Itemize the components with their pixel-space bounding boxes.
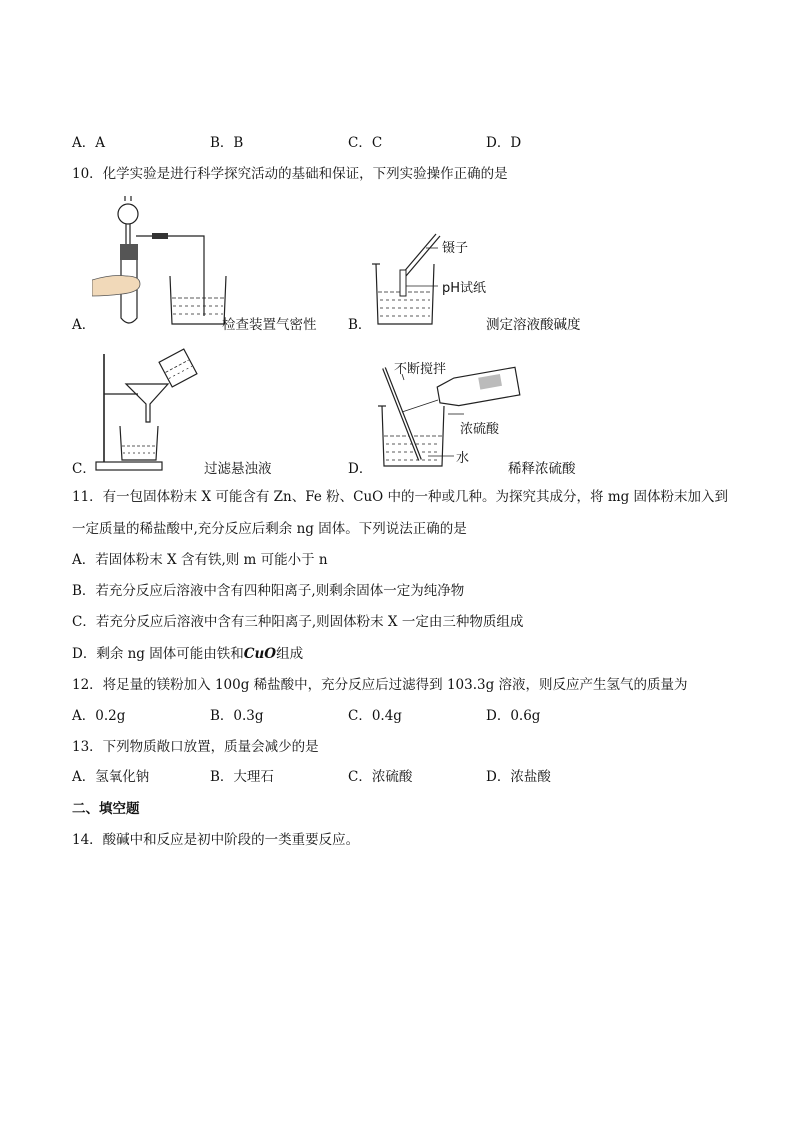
section-heading-fill-in: 二、填空题 xyxy=(72,801,140,817)
q10-b-letter: B． xyxy=(348,317,372,333)
q10-a-letter: A． xyxy=(72,317,96,333)
q11-stem-line2: 一定质量的稀盐酸中,充分反应后剩余 ng 固体。下列说法正确的是 xyxy=(72,521,467,537)
q11-option-d-prefix: D．剩余 ng 固体可能由铁和 xyxy=(72,646,244,662)
q9-option-d: D．D xyxy=(486,135,522,151)
q12-stem: 12．将足量的镁粉加入 100g 稀盐酸中，充分反应后过滤得到 103.3g 溶液，则反应产生氢气的质量为 xyxy=(72,677,688,693)
q10-d-letter: D． xyxy=(348,461,373,477)
filtration-figure xyxy=(94,346,204,474)
q14-stem: 14．酸碱中和反应是初中阶段的一类重要反应。 xyxy=(72,832,360,848)
q11-option-d-formula: CuO xyxy=(243,646,277,662)
q9-option-a: A．A xyxy=(72,135,105,151)
q13-option-a: A．氢氧化钠 xyxy=(72,769,150,785)
q9-option-c: C．C xyxy=(348,135,383,151)
q10-b-label-ph: pH试纸 xyxy=(442,281,487,296)
q11-option-a: A．若固体粉末 X 含有铁,则 m 可能小于 n xyxy=(72,552,328,568)
q12-option-b: B．0.3g xyxy=(210,708,264,724)
q10-b-label-tweezers: 镊子 xyxy=(442,241,469,256)
airtightness-apparatus-figure xyxy=(92,196,242,336)
q13-stem: 13．下列物质敞口放置，质量会减少的是 xyxy=(72,739,319,755)
q11-stem-line1: 11．有一包固体粉末 X 可能含有 Zn、Fe 粉、CuO 中的一种或几种。为探究其成分，将 mg 固体粉末加入到 xyxy=(72,489,729,505)
q10-c-letter: C． xyxy=(72,461,96,477)
q11-option-b: B．若充分反应后溶液中含有四种阳离子,则剩余固体一定为纯净物 xyxy=(72,583,465,599)
q10-d-label-water: 水 xyxy=(456,451,470,466)
q11-option-d-suffix: 组成 xyxy=(276,646,304,662)
q9-option-b: B．B xyxy=(210,135,244,151)
q10-d-label-stir: 不断搅拌 xyxy=(394,362,447,377)
q12-option-d: D．0.6g xyxy=(486,708,541,724)
q10-a-caption: 检查装置气密性 xyxy=(222,317,317,333)
q13-option-d: D．浓盐酸 xyxy=(486,769,551,785)
q13-option-b: B．大理石 xyxy=(210,769,274,785)
q10-d-caption: 稀释浓硫酸 xyxy=(508,461,576,477)
q10-d-label-acid: 浓硫酸 xyxy=(460,422,500,437)
q10-c-caption: 过滤悬浊液 xyxy=(204,461,272,477)
q12-option-c: C．0.4g xyxy=(348,708,402,724)
q10-b-caption: 测定溶液酸碱度 xyxy=(486,317,581,333)
q11-option-c: C．若充分反应后溶液中含有三种阳离子,则固体粉末 X 一定由三种物质组成 xyxy=(72,614,524,630)
q13-option-c: C．浓硫酸 xyxy=(348,769,413,785)
acid-dilution-figure xyxy=(368,360,528,472)
q11-option-d xyxy=(72,645,303,663)
q12-option-a: A．0.2g xyxy=(72,708,126,724)
q10-stem: 10．化学实验是进行科学探究活动的基础和保证，下列实验操作正确的是 xyxy=(72,166,508,182)
